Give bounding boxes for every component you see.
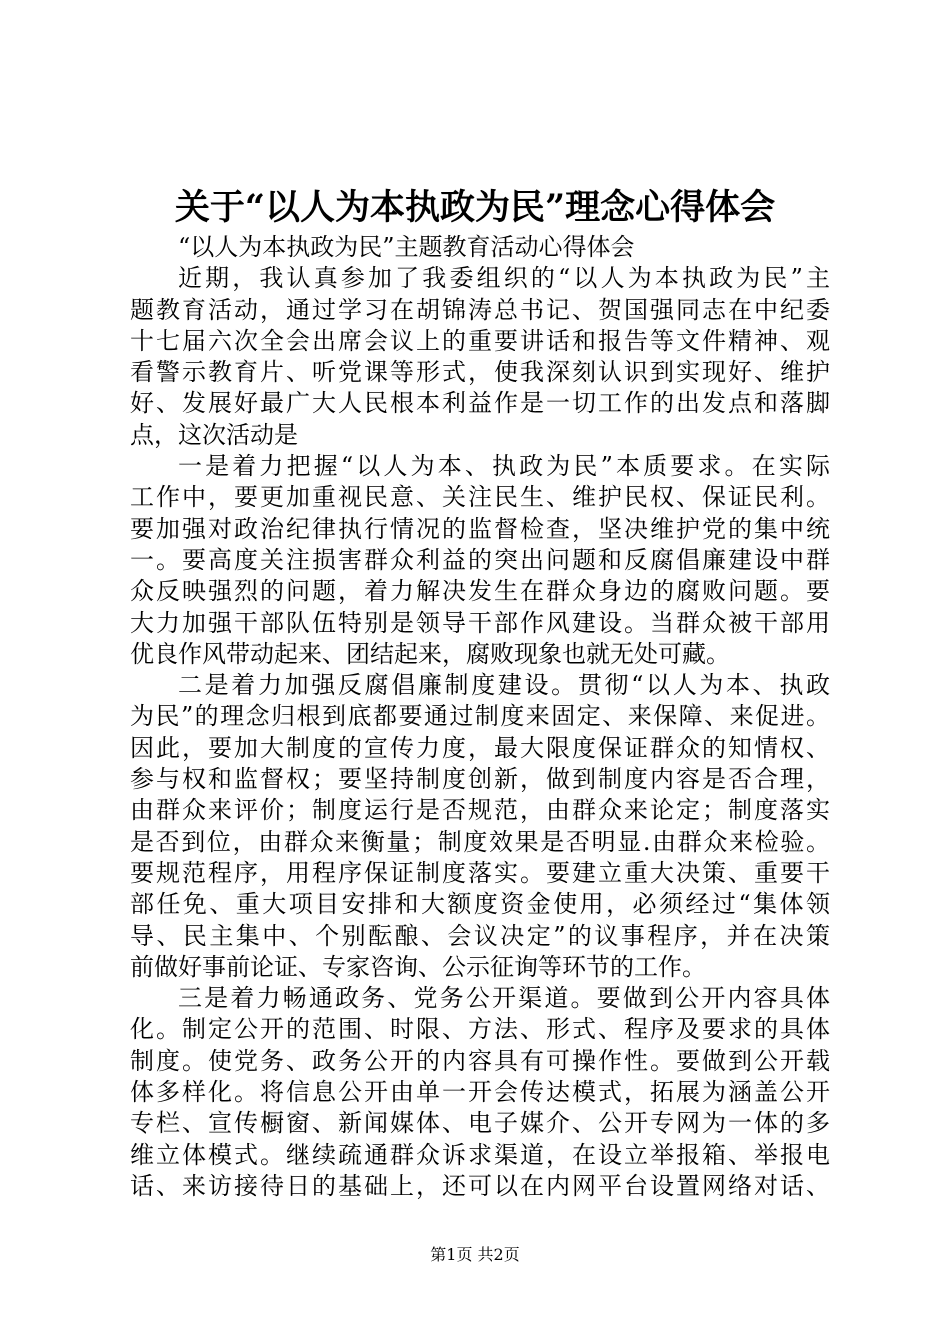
text-line: 是否到位，由群众来衡量；制度效果是否明显.由群众来检验。 bbox=[130, 827, 830, 856]
text-line: 为民”的理念归根到底都要通过制度来固定、来保障、来促进。 bbox=[130, 702, 830, 731]
text-line: 二是着力加强反腐倡廉制度建设。贯彻“以人为本、执政 bbox=[178, 671, 830, 700]
text-line: 要加强对政治纪律执行情况的监督检查，坚决维护党的集中统 bbox=[130, 514, 830, 543]
text-line: 大力加强干部队伍特别是领导干部作风建设。当群众被干部用 bbox=[130, 608, 830, 637]
text-line: 众反映强烈的问题，着力解决发生在群众身边的腐败问题。要 bbox=[130, 577, 830, 606]
text-line: 导、民主集中、个别酝酿、会议决定”的议事程序，并在决策 bbox=[130, 921, 830, 950]
text-line: 优良作风带动起来、团结起来，腐败现象也就无处可藏。 bbox=[130, 639, 730, 668]
page-footer: 第1页 共2页 bbox=[430, 1245, 520, 1264]
text-line: 十七届六次全会出席会议上的重要讲话和报告等文件精神、观 bbox=[130, 326, 830, 355]
text-line: 点，这次活动是 bbox=[130, 420, 298, 449]
document-body bbox=[130, 232, 830, 1202]
text-line: 近期，我认真参加了我委组织的“以人为本执政为民”主 bbox=[178, 264, 830, 293]
text-line: 维立体模式。继续疏通群众诉求渠道，在设立举报箱、举报电 bbox=[130, 1140, 830, 1169]
text-line: “以人为本执政为民”主题教育活动心得体会 bbox=[178, 233, 635, 261]
text-line: 因此，要加大制度的宣传力度，最大限度保证群众的知情权、 bbox=[130, 733, 830, 762]
text-line: 三是着力畅通政务、党务公开渠道。要做到公开内容具体 bbox=[178, 984, 830, 1013]
text-line: 一。要高度关注损害群众利益的突出问题和反腐倡廉建设中群 bbox=[130, 545, 830, 574]
text-line: 体多样化。将信息公开由单一开会传达模式，拓展为涵盖公开 bbox=[130, 1078, 830, 1107]
text-line: 题教育活动，通过学习在胡锦涛总书记、贺国强同志在中纪委 bbox=[130, 295, 830, 324]
document-title: 关于“以人为本执政为民”理念心得体会 bbox=[174, 187, 776, 228]
text-line: 话、来访接待日的基础上，还可以在内网平台设置网络对话、 bbox=[130, 1171, 830, 1200]
text-line: 好、发展好最广大人民根本利益作是一切工作的出发点和落脚 bbox=[130, 389, 830, 418]
text-line: 前做好事前论证、专家咨询、公示征询等环节的工作。 bbox=[130, 952, 706, 981]
text-line: 一是着力把握“以人为本、执政为民”本质要求。在实际 bbox=[178, 452, 830, 481]
text-line: 参与权和监督权；要坚持制度创新，做到制度内容是否合理， bbox=[130, 765, 830, 794]
text-line: 制度。使党务、政务公开的内容具有可操作性。要做到公开载 bbox=[130, 1046, 830, 1075]
text-line: 看警示教育片、听党课等形式，使我深刻认识到实现好、维护 bbox=[130, 358, 830, 387]
text-line: 工作中，要更加重视民意、关注民生、维护民权、保证民利。 bbox=[130, 483, 830, 512]
text-line: 化。制定公开的范围、时限、方法、形式、程序及要求的具体 bbox=[130, 1015, 830, 1044]
text-line: 由群众来评价；制度运行是否规范，由群众来论定；制度落实 bbox=[130, 796, 830, 825]
text-line: 要规范程序，用程序保证制度落实。要建立重大决策、重要干 bbox=[130, 858, 830, 887]
text-line: 部任免、重大项目安排和大额度资金使用，必须经过“集体领 bbox=[130, 890, 830, 919]
text-line: 专栏、宣传橱窗、新闻媒体、电子媒介、公开专网为一体的多 bbox=[130, 1109, 830, 1138]
